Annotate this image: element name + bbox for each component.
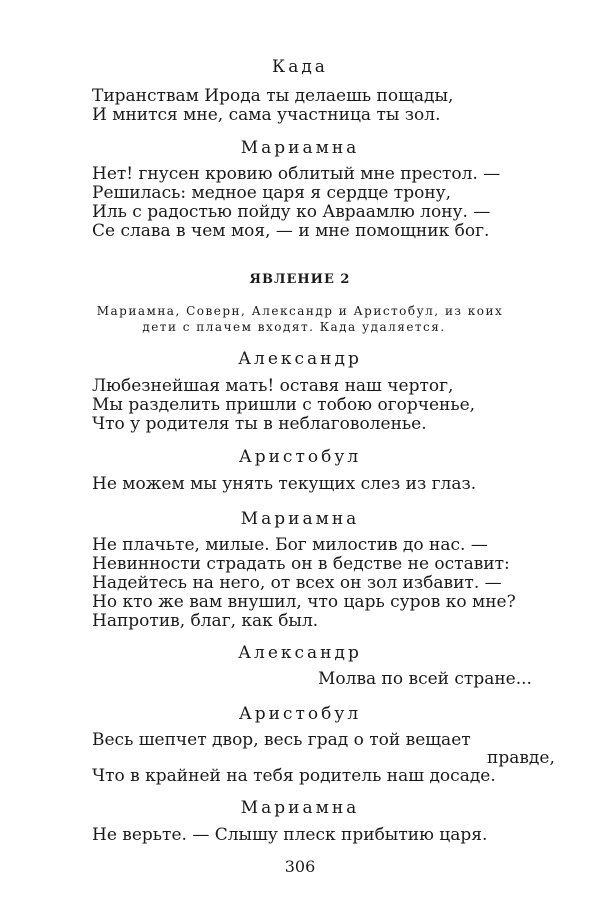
verse-line: Не можем мы унять текущих слез из глаз. bbox=[92, 474, 477, 494]
verse-line: Иль с радостью пойду ко Авраамлю лону. — bbox=[92, 202, 491, 222]
speaker-name: Мариамна bbox=[240, 509, 360, 529]
verse-line: Мы разделить пришли с тобою огорченье, bbox=[92, 395, 476, 415]
speaker-name: Александр bbox=[238, 349, 362, 369]
verse-line: Но кто же вам внушил, что царь суров ко мне? bbox=[92, 592, 516, 612]
verse-line: Любезнейшая мать! оставя наш чертог, bbox=[92, 376, 454, 396]
verse-line: Надейтесь на него, от всех он зол избавит. — bbox=[92, 573, 502, 593]
stage-direction: Мариамна, Соверн, Александр и Аристобул, из коих bbox=[96, 304, 504, 318]
verse-line: Что у родителя ты в неблаговоленье. bbox=[92, 414, 427, 434]
verse-line: И мнится мне, сама участница ты зол. bbox=[92, 105, 441, 125]
verse-line: Не плачьте, милые. Бог милостив до нас. — bbox=[92, 535, 488, 555]
verse-line: Тиранствам Ирода ты делаешь пощады, bbox=[92, 86, 454, 106]
speaker-name: Аристобул bbox=[238, 447, 362, 467]
verse-line: Невинности страдать он в бедстве не оставит: bbox=[92, 554, 510, 574]
speaker-name: Аристобул bbox=[238, 704, 362, 724]
speaker-name: Мариамна bbox=[240, 798, 360, 818]
scene-heading: ЯВЛЕНИЕ 2 bbox=[249, 272, 351, 287]
verse-line: Молва по всей стране... bbox=[318, 669, 532, 689]
page-number: 306 bbox=[284, 857, 316, 876]
verse-line: Решилась: медное царя я сердце трону, bbox=[92, 183, 452, 203]
verse-line: Весь шепчет двор, весь град о той вещает bbox=[92, 730, 471, 750]
verse-line: правде, bbox=[487, 748, 555, 768]
stage-direction: дети с плачем входят. Када удаляется. bbox=[142, 320, 446, 334]
speaker-name: Када bbox=[272, 57, 328, 77]
verse-line: Напротив, благ, как был. bbox=[92, 611, 319, 631]
speaker-name: Александр bbox=[238, 643, 362, 663]
verse-line: Что в крайней на тебя родитель наш досаде. bbox=[92, 766, 496, 786]
verse-line: Не верьте. — Слышу плеск прибытию царя. bbox=[92, 825, 488, 845]
speaker-name: Мариамна bbox=[240, 138, 360, 158]
verse-line: Нет! гнусен кровию облитый мне престол. — bbox=[92, 164, 501, 184]
verse-line: Се слава в чем моя, — и мне помощник бог. bbox=[92, 221, 490, 241]
